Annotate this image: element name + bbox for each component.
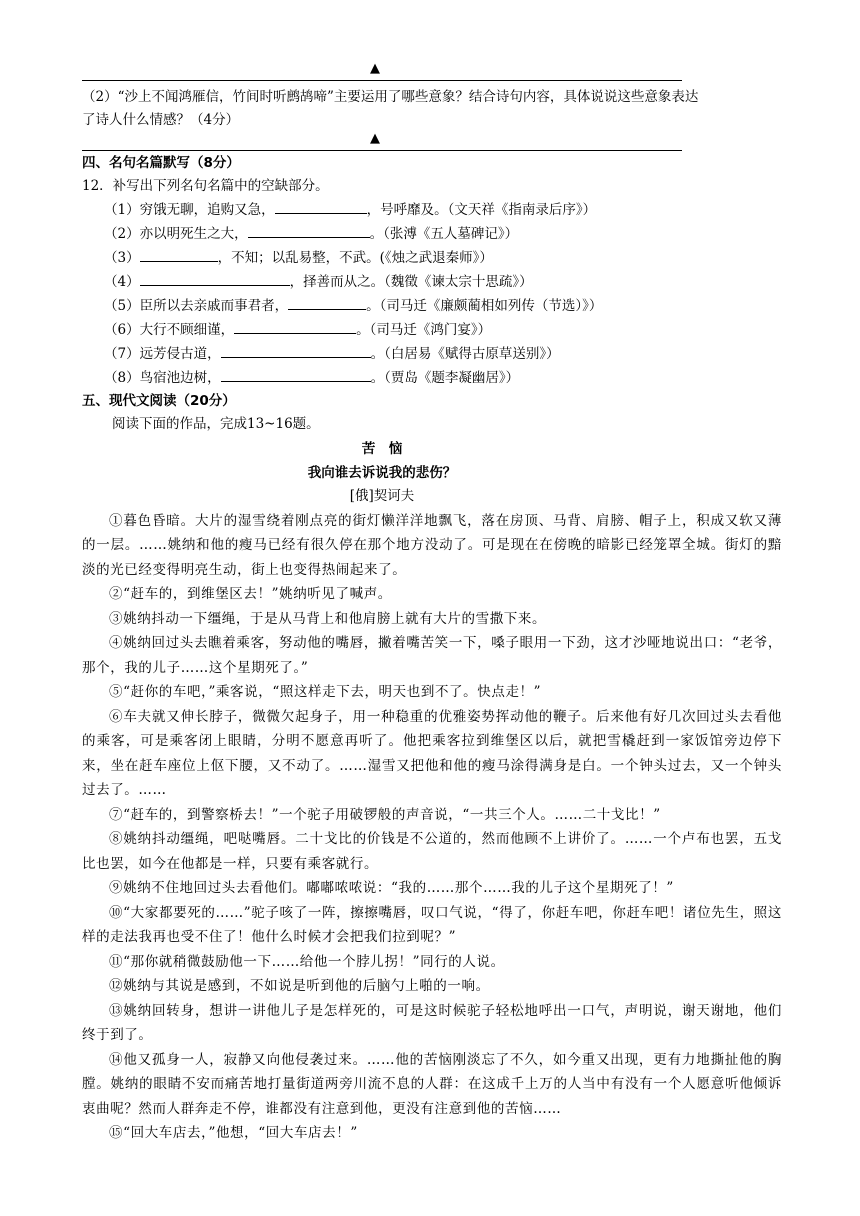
fill-item-post: 。（司马迁《鸿门宴》）: [356, 322, 492, 338]
triangle-marker-icon: ▲: [370, 131, 380, 146]
answer-line-1: [82, 62, 782, 82]
story-paragraph: ④姚纳回过头去瞧着乘客，努动他的嘴唇，撇着嘴苦笑一下，嗓子眼用一下劲，这才沙哑地说出口：“老爷，那个，我的儿子……这个星期死了。”: [82, 635, 782, 676]
divider: [82, 80, 682, 81]
fill-blank[interactable]: [234, 318, 356, 334]
fill-item-post: ，号呼靡及。（文天祥《指南录后序》）: [366, 202, 597, 218]
story-paragraph: ⑦“赶车的，到警察桥去！”一个驼子用破锣般的声音说，“一共三个人。……二十戈比！”: [109, 806, 661, 823]
page: [82, 62, 782, 1146]
fill-item-post: 。（张溥《五人墓碑记》）: [369, 226, 519, 242]
fill-blank[interactable]: [221, 342, 371, 358]
fill-item-7: [82, 342, 782, 366]
fill-blank[interactable]: [288, 294, 366, 310]
story-paragraph: ⑪“那你就稍微鼓励他一下……给他一个脖儿拐！”同行的人说。: [109, 953, 505, 970]
fill-item-5: [82, 294, 782, 318]
fill-item-post: ，不知；以乱易整，不武。(《烛之武退秦师》）: [217, 250, 493, 266]
divider: [82, 150, 682, 151]
fill-item-pre: （7）远芳侵古道，: [104, 346, 221, 362]
fill-item-post: 。（贾岛《题李凝幽居》）: [370, 370, 520, 386]
story-paragraph: ⑩“大家都要死的……”驼子咳了一阵，擦擦嘴唇，叹口气说，“得了，你赶车吧，你赶车吧！诸位先生，照这样的走法我再也受不住了！他什么时候才会把我们拉到呢？”: [82, 904, 782, 945]
fill-item-6: [82, 318, 782, 342]
story-paragraph: ⑨姚纳不住地回过头去看他们。嘟嘟哝哝说：“我的……那个……我的儿子这个星期死了！”: [109, 880, 674, 896]
fill-item-pre: （8）鸟宿池边树，: [104, 370, 221, 386]
fill-item-pre: （4）: [104, 274, 140, 290]
fill-blank[interactable]: [140, 270, 290, 286]
fill-blank[interactable]: [221, 366, 371, 382]
fill-item-8: [82, 366, 782, 390]
fill-item-1: [82, 198, 782, 222]
reading-instructions: 阅读下面的作品，完成13~16题。: [112, 416, 320, 432]
fill-item-pre: （6）大行不顾细谨，: [104, 322, 235, 338]
fill-blank[interactable]: [140, 246, 218, 262]
question-11-2: （2）“沙上不闻鸿雁信，竹间时听鹧鸪啼”主要运用了哪些意象？结合诗句内容，具体说说这些意象表达了诗人什么情感？（4分）: [82, 89, 699, 128]
story-paragraph: ⑮“回大车店去，”他想，“回大车店去！”: [109, 1125, 358, 1141]
story-paragraph: ③姚纳抖动一下缰绳，于是从马背上和他肩膀上就有大片的雪撒下来。: [109, 610, 547, 627]
story-paragraph: ①暮色昏暗。大片的湿雪绕着刚点亮的街灯懒洋洋地飘飞，落在房顶、马背、肩膀、帽子上，积成又软又薄的一层。……姚纳和他的瘦马已经有很久停在那个地方没动了。可是现在在傍晚的暗影已经笼罩全城。街灯的黯淡的光已经变得明亮生动，街上也变得热闹起来了。: [82, 512, 782, 578]
answer-line-2: [82, 132, 782, 152]
section-5-title: 五、现代文阅读（20分）: [82, 393, 236, 409]
fill-item-pre: （5）臣所以去亲戚而事君者，: [104, 298, 289, 314]
question-12-prompt: 12．补写出下列名句名篇中的空缺部分。: [82, 178, 329, 194]
story-author: [俄]契诃夫: [349, 488, 415, 504]
story-paragraph: ⑭他又孤身一人，寂静又向他侵袭过来。……他的苦恼刚淡忘了不久，如今重又出现，更有力地撕扯他的胸膛。姚纳的眼睛不安而痛苦地打量街道两旁川流不息的人群：在这成千上万的人当中有没有一个人愿意听他倾诉衷曲呢？然而人群奔走不停，谁都没有注意到他，更没有注意到他的苦恼……: [82, 1051, 782, 1117]
story-title: 苦 恼: [361, 441, 403, 457]
fill-item-pre: （3）: [104, 250, 140, 266]
story-paragraph: ⑫姚纳与其说是感到，不如说是听到他的后脑勺上啪的一响。: [109, 978, 490, 994]
story-paragraph: ⑤“赶你的车吧，”乘客说，“照这样走下去，明天也到不了。快点走！”: [109, 684, 542, 700]
fill-item-pre: （1）穷饿无聊，追购又急，: [104, 202, 275, 218]
story-paragraph: ⑬姚纳回转身，想讲一讲他儿子是怎样死的，可是这时候驼子轻松地呼出一口气，声明说，谢天谢地，他们终于到了。: [82, 1002, 782, 1043]
story-subtitle: 我向谁去诉说我的悲伤？: [307, 464, 457, 481]
fill-blank[interactable]: [275, 198, 367, 214]
fill-item-post: 。（白居易《赋得古原草送别》）: [370, 346, 560, 362]
section-4-title: 四、名句名篇默写（8分）: [82, 155, 240, 171]
story-paragraph: ②“赶车的，到维堡区去！”姚纳听见了喊声。: [109, 586, 392, 602]
story-body: [82, 509, 782, 1146]
triangle-marker-icon: ▲: [370, 61, 380, 76]
fill-blank[interactable]: [248, 222, 370, 238]
fill-item-2: [82, 222, 782, 246]
fill-item-4: [82, 270, 782, 294]
story-paragraph: ⑥车夫就又伸长脖子，微微欠起身子，用一种稳重的优雅姿势挥动他的鞭子。后来他有好几次回过头去看他的乘客，可是乘客闭上眼睛，分明不愿意再听了。他把乘客拉到维堡区以后，就把雪橇赶到一家饭馆旁边停下来，坐在赶车座位上伛下腰，又不动了。……湿雪又把他和他的瘦马涂得满身是白。一个钟头过去，又一个钟头过去了。……: [82, 708, 782, 798]
fill-item-post: 。（司马迁《廉颇蔺相如列传（节选）》）: [366, 298, 603, 314]
fill-item-post: ，择善而从之。（魏徵《谏太宗十思疏》）: [289, 274, 533, 290]
fill-item-pre: （2）亦以明死生之大，: [104, 226, 248, 242]
fill-item-3: [82, 246, 782, 270]
story-paragraph: ⑧姚纳抖动缰绳，吧哒嘴唇。二十戈比的价钱是不公道的，然而他顾不上讲价了。……一个卢布也罢，五戈比也罢，如今在他都是一样，只要有乘客就行。: [82, 831, 782, 872]
